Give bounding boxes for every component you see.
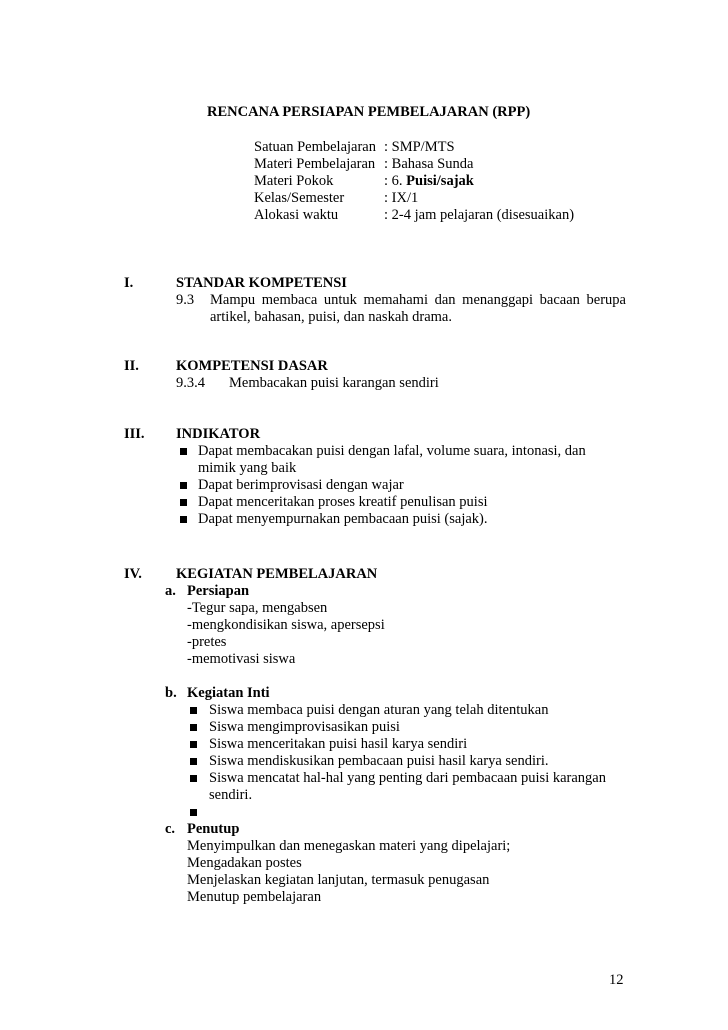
bullet-square-icon — [190, 758, 197, 765]
list-item: Mengadakan postes — [187, 855, 302, 871]
document-title: RENCANA PERSIAPAN PEMBELAJARAN (RPP) — [207, 104, 531, 120]
item-text: Membacakan puisi karangan sendiri — [229, 375, 439, 391]
meta-value: : 2-4 jam pelajaran (disesuaikan) — [384, 207, 575, 223]
section-heading: INDIKATOR — [176, 426, 261, 442]
bullet-square-icon — [190, 809, 197, 816]
page-number: 12 — [609, 972, 624, 988]
list-item: Dapat menyempurnakan pembacaan puisi (sajak). — [198, 511, 488, 527]
item-text-continued: artikel, bahasan, puisi, dan naskah drama. — [210, 309, 452, 325]
subsection-title: Kegiatan Inti — [187, 685, 270, 701]
meta-value — [384, 173, 474, 190]
item-number: 9.3 — [176, 292, 195, 308]
section-number: IV. — [124, 566, 142, 582]
list-item: Menutup pembelajaran — [187, 889, 322, 905]
list-item: -pretes — [187, 634, 227, 650]
list-item: Dapat berimprovisasi dengan wajar — [198, 477, 404, 493]
item-number: 9.3.4 — [176, 375, 205, 391]
subsection-label: c. — [165, 821, 176, 837]
subsection-label: a. — [165, 583, 176, 599]
subsection-label: b. — [165, 685, 177, 701]
meta-value: : IX/1 — [384, 190, 419, 206]
meta-label: Alokasi waktu — [254, 207, 339, 223]
list-item: Siswa mendiskusikan pembacaan puisi hasil karya sendiri. — [209, 753, 549, 769]
bullet-square-icon — [190, 741, 197, 748]
bullet-square-icon — [180, 516, 187, 523]
list-item: -mengkondisikan siswa, apersepsi — [187, 617, 385, 633]
subsection-title: Persiapan — [187, 583, 250, 599]
bullet-square-icon — [190, 775, 197, 782]
section-heading: KOMPETENSI DASAR — [176, 358, 328, 374]
list-item: -memotivasi siswa — [187, 651, 296, 667]
meta-value: : Bahasa Sunda — [384, 156, 474, 172]
item-text: Mampu membaca untuk memahami dan menanggapi bacaan berupa — [210, 292, 626, 308]
list-item: -Tegur sapa, mengabsen — [187, 600, 328, 616]
meta-label: Satuan Pembelajaran — [254, 139, 376, 155]
section-number: III. — [124, 426, 145, 442]
meta-value: : SMP/MTS — [384, 139, 455, 155]
bullet-square-icon — [180, 499, 187, 506]
bullet-square-icon — [180, 448, 187, 455]
list-item: Menjelaskan kegiatan lanjutan, termasuk penugasan — [187, 872, 490, 888]
bullet-square-icon — [190, 724, 197, 731]
meta-label: Materi Pembelajaran — [254, 156, 376, 172]
section-heading: STANDAR KOMPETENSI — [176, 275, 347, 291]
section-number: II. — [124, 358, 139, 374]
list-item: Siswa menceritakan puisi hasil karya sendiri — [209, 736, 468, 752]
bullet-square-icon — [180, 482, 187, 489]
section-heading: KEGIATAN PEMBELAJARAN — [176, 566, 378, 582]
meta-value-prefix: : 6. — [384, 173, 407, 189]
list-item: Menyimpulkan dan menegaskan materi yang dipelajari; — [187, 838, 511, 854]
list-item-continued: sendiri. — [209, 787, 253, 803]
list-item: Siswa membaca puisi dengan aturan yang telah ditentukan — [209, 702, 549, 718]
meta-value-bold: Puisi/sajak — [406, 173, 474, 189]
section-number: I. — [124, 275, 134, 291]
bullet-square-icon — [190, 707, 197, 714]
meta-label: Materi Pokok — [254, 173, 334, 189]
subsection-title: Penutup — [187, 821, 240, 837]
list-item: Dapat membacakan puisi dengan lafal, volume suara, intonasi, dan — [198, 443, 586, 459]
list-item: Siswa mengimprovisasikan puisi — [209, 719, 400, 735]
list-item: Siswa mencatat hal-hal yang penting dari pembacaan puisi karangan — [209, 770, 606, 786]
list-item-continued: mimik yang baik — [198, 460, 297, 476]
list-item: Dapat menceritakan proses kreatif penulisan puisi — [198, 494, 488, 510]
meta-label: Kelas/Semester — [254, 190, 345, 206]
